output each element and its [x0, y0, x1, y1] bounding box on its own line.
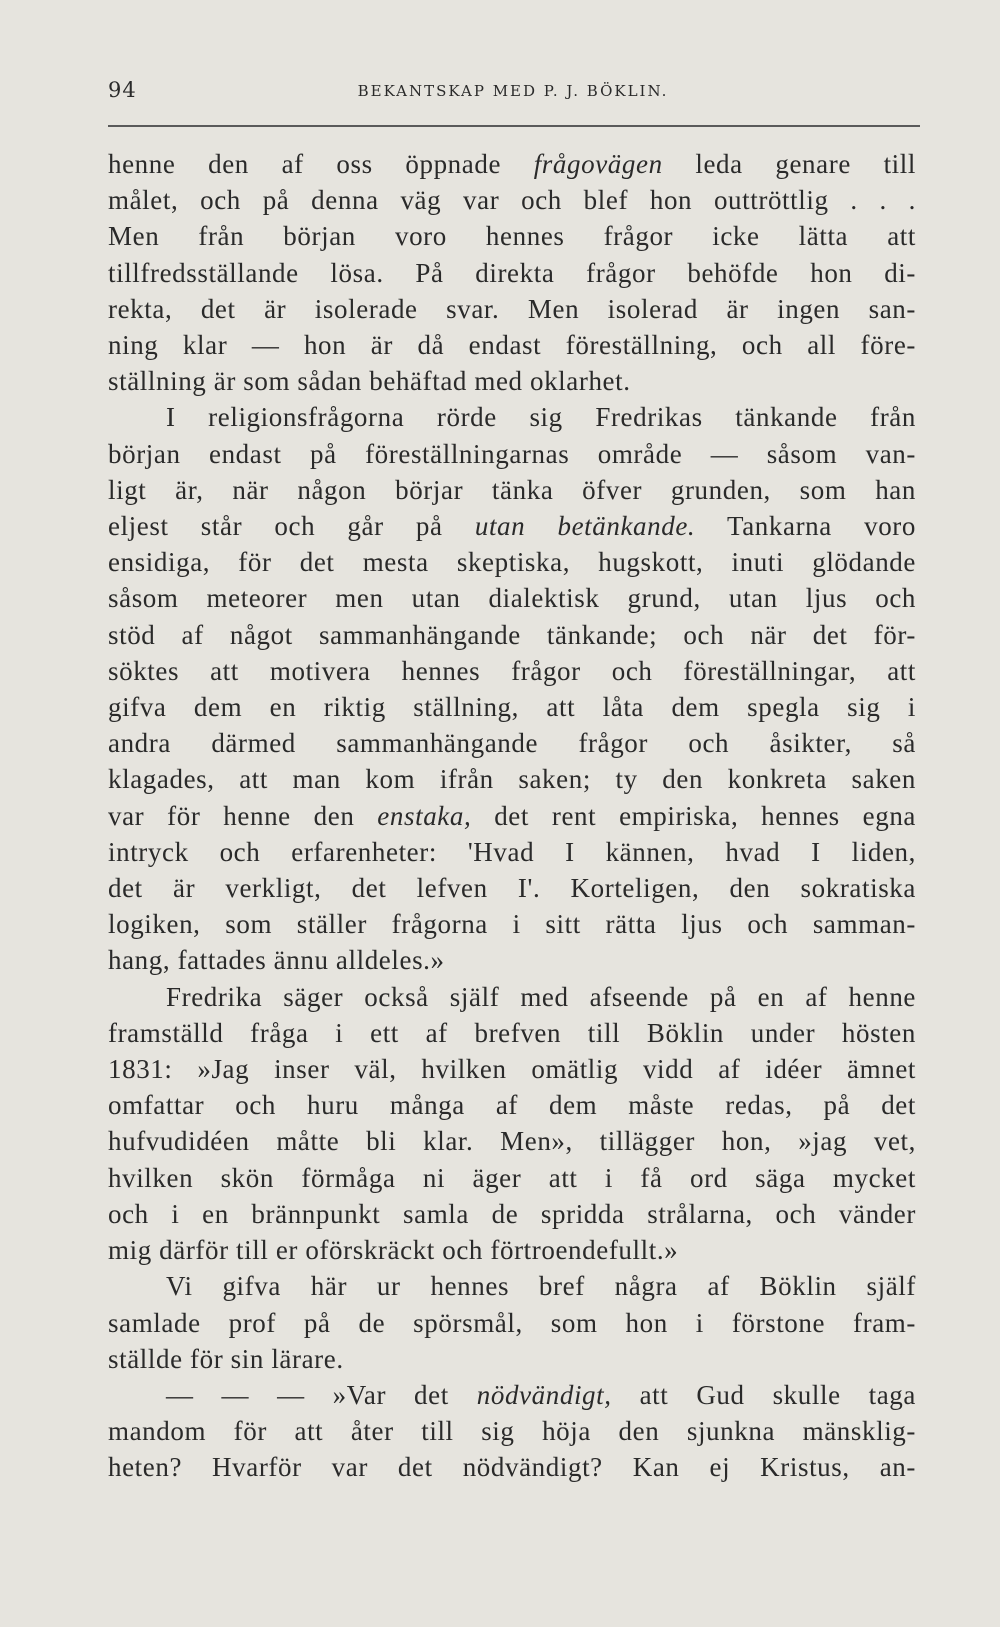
text-run: målet, och på denna väg var och blef hon outtröttlig . . . — [108, 185, 916, 216]
text-run: ensidiga, för det mesta skeptiska, hugskott, inuti glödande — [108, 547, 916, 578]
text-run: framställd fråga i ett af brefven till Böklin under hösten — [108, 1017, 916, 1048]
text-run: rekta, det är isolerade svar. Men isolerad är ingen san- — [108, 293, 916, 324]
text-run: det är verkligt, det lefven I'. Korteligen, den sokratiska — [108, 873, 916, 904]
text-line — [108, 1449, 916, 1485]
text-line — [108, 761, 916, 797]
text-line — [108, 1413, 916, 1449]
text-run: ligt är, när någon börjar tänka öfver grunden, som han — [108, 474, 916, 505]
text-line — [108, 1377, 916, 1413]
text-run: tillfredsställande lösa. På direkta frågor behöfde hon di- — [108, 257, 916, 288]
text-line — [108, 1160, 916, 1196]
text-run: ning klar — hon är då endast föreställning, och all före- — [108, 330, 916, 361]
text-line — [108, 979, 916, 1015]
text-run: heten? Hvarför var det nödvändigt? Kan ej Kristus, an- — [108, 1452, 916, 1483]
text-line — [108, 1232, 916, 1268]
text-line — [108, 580, 916, 616]
text-line — [108, 1087, 916, 1123]
text-line — [108, 942, 916, 978]
text-line — [108, 1123, 916, 1159]
text-line — [108, 399, 916, 435]
text-line — [108, 1015, 916, 1051]
text-line — [108, 1268, 916, 1304]
text-line — [108, 1196, 916, 1232]
text-line — [108, 182, 916, 218]
text-line — [108, 472, 916, 508]
text-run: söktes att motivera hennes frågor och föreställningar, att — [108, 655, 916, 686]
text-line — [108, 291, 916, 327]
text-line — [108, 617, 916, 653]
text-line — [108, 725, 916, 761]
text-line — [108, 834, 916, 870]
text-run: klagades, att man kom ifrån saken; ty den konkreta saken — [108, 764, 916, 795]
text-run: gifva dem en riktig ställning, att låta dem spegla sig i — [108, 692, 916, 723]
text-line — [108, 1341, 916, 1377]
text-run: ställde för sin lärare. — [108, 1343, 344, 1374]
text-run: hufvudidéen måtte bli klar. Men», tillägger hon, »jag vet, — [108, 1126, 916, 1157]
text-line — [108, 508, 916, 544]
text-line — [108, 689, 916, 725]
text-run: mandom för att åter till sig höja den sjunkna mänsklig- — [108, 1416, 916, 1447]
text-run: mig därför till er oförskräckt och förtroendefullt.» — [108, 1235, 679, 1266]
body-text — [108, 146, 916, 1486]
text-line — [108, 1305, 916, 1341]
text-line — [108, 146, 916, 182]
text-line — [108, 1051, 916, 1087]
page-number: 94 — [108, 78, 137, 102]
text-run: hvilken skön förmåga ni äger att i få ord säga mycket — [108, 1162, 916, 1193]
italic-run: nödvändigt, — [476, 1379, 612, 1410]
text-line — [108, 255, 916, 291]
text-run: ställning är som sådan behäftad med oklarhet. — [108, 366, 631, 397]
text-run: såsom meteorer men utan dialektisk grund, utan ljus och — [108, 583, 916, 614]
text-line — [108, 544, 916, 580]
italic-run: enstaka, — [377, 800, 472, 831]
header-rule — [108, 125, 920, 127]
text-run: hang, fattades ännu alldeles.» — [108, 945, 445, 976]
text-run: omfattar och huru många af dem måste redas, på det — [108, 1090, 916, 1121]
italic-run: frågovägen — [533, 149, 663, 179]
text-line — [108, 906, 916, 942]
text-run: Men från början voro hennes frågor icke lätta att — [108, 221, 916, 252]
text-run: andra därmed sammanhängande frågor och åsikter, så — [108, 728, 916, 759]
text-run: logiken, som ställer frågorna i sitt rätta ljus och samman- — [108, 909, 916, 940]
text-run: 1831: »Jag inser väl, hvilken omätlig vidd af idéer ämnet — [108, 1054, 916, 1085]
text-run: samlade prof på de spörsmål, som hon i förstone fram- — [108, 1307, 916, 1338]
text-run: det rent empiriska, hennes egna — [471, 800, 916, 831]
page-header — [108, 78, 918, 114]
text-line — [108, 218, 916, 254]
text-run: och i en brännpunkt samla de spridda strålarna, och vänder — [108, 1198, 916, 1229]
text-run: Vi gifva här ur hennes bref några af Böklin själf — [166, 1271, 916, 1302]
text-run: leda genare till — [662, 149, 916, 179]
text-run: var för henne den — [108, 800, 378, 831]
running-title: BEKANTSKAP MED P. J. BÖKLIN. — [357, 82, 669, 100]
text-line — [108, 327, 916, 363]
text-run: Tankarna voro — [695, 511, 916, 542]
italic-run: utan betänkande. — [474, 511, 696, 542]
text-run: stöd af något sammanhängande tänkande; och när det för- — [108, 619, 916, 650]
text-run: intryck och erfarenheter: 'Hvad I kännen, hvad I liden, — [108, 836, 916, 867]
text-line — [108, 653, 916, 689]
text-line — [108, 798, 916, 834]
text-line — [108, 436, 916, 472]
text-run: henne den af oss öppnade — [108, 149, 534, 179]
text-line — [108, 870, 916, 906]
text-run: eljest står och går på — [108, 511, 475, 542]
text-run: — — — »Var det — [166, 1379, 477, 1410]
text-run: att Gud skulle taga — [611, 1379, 916, 1410]
text-run: I religionsfrågorna rörde sig Fredrikas tänkande från — [166, 402, 916, 433]
text-run: Fredrika säger också själf med afseende på en af henne — [166, 981, 916, 1012]
text-run: början endast på föreställningarnas område — såsom van- — [108, 438, 916, 469]
text-line — [108, 363, 916, 399]
